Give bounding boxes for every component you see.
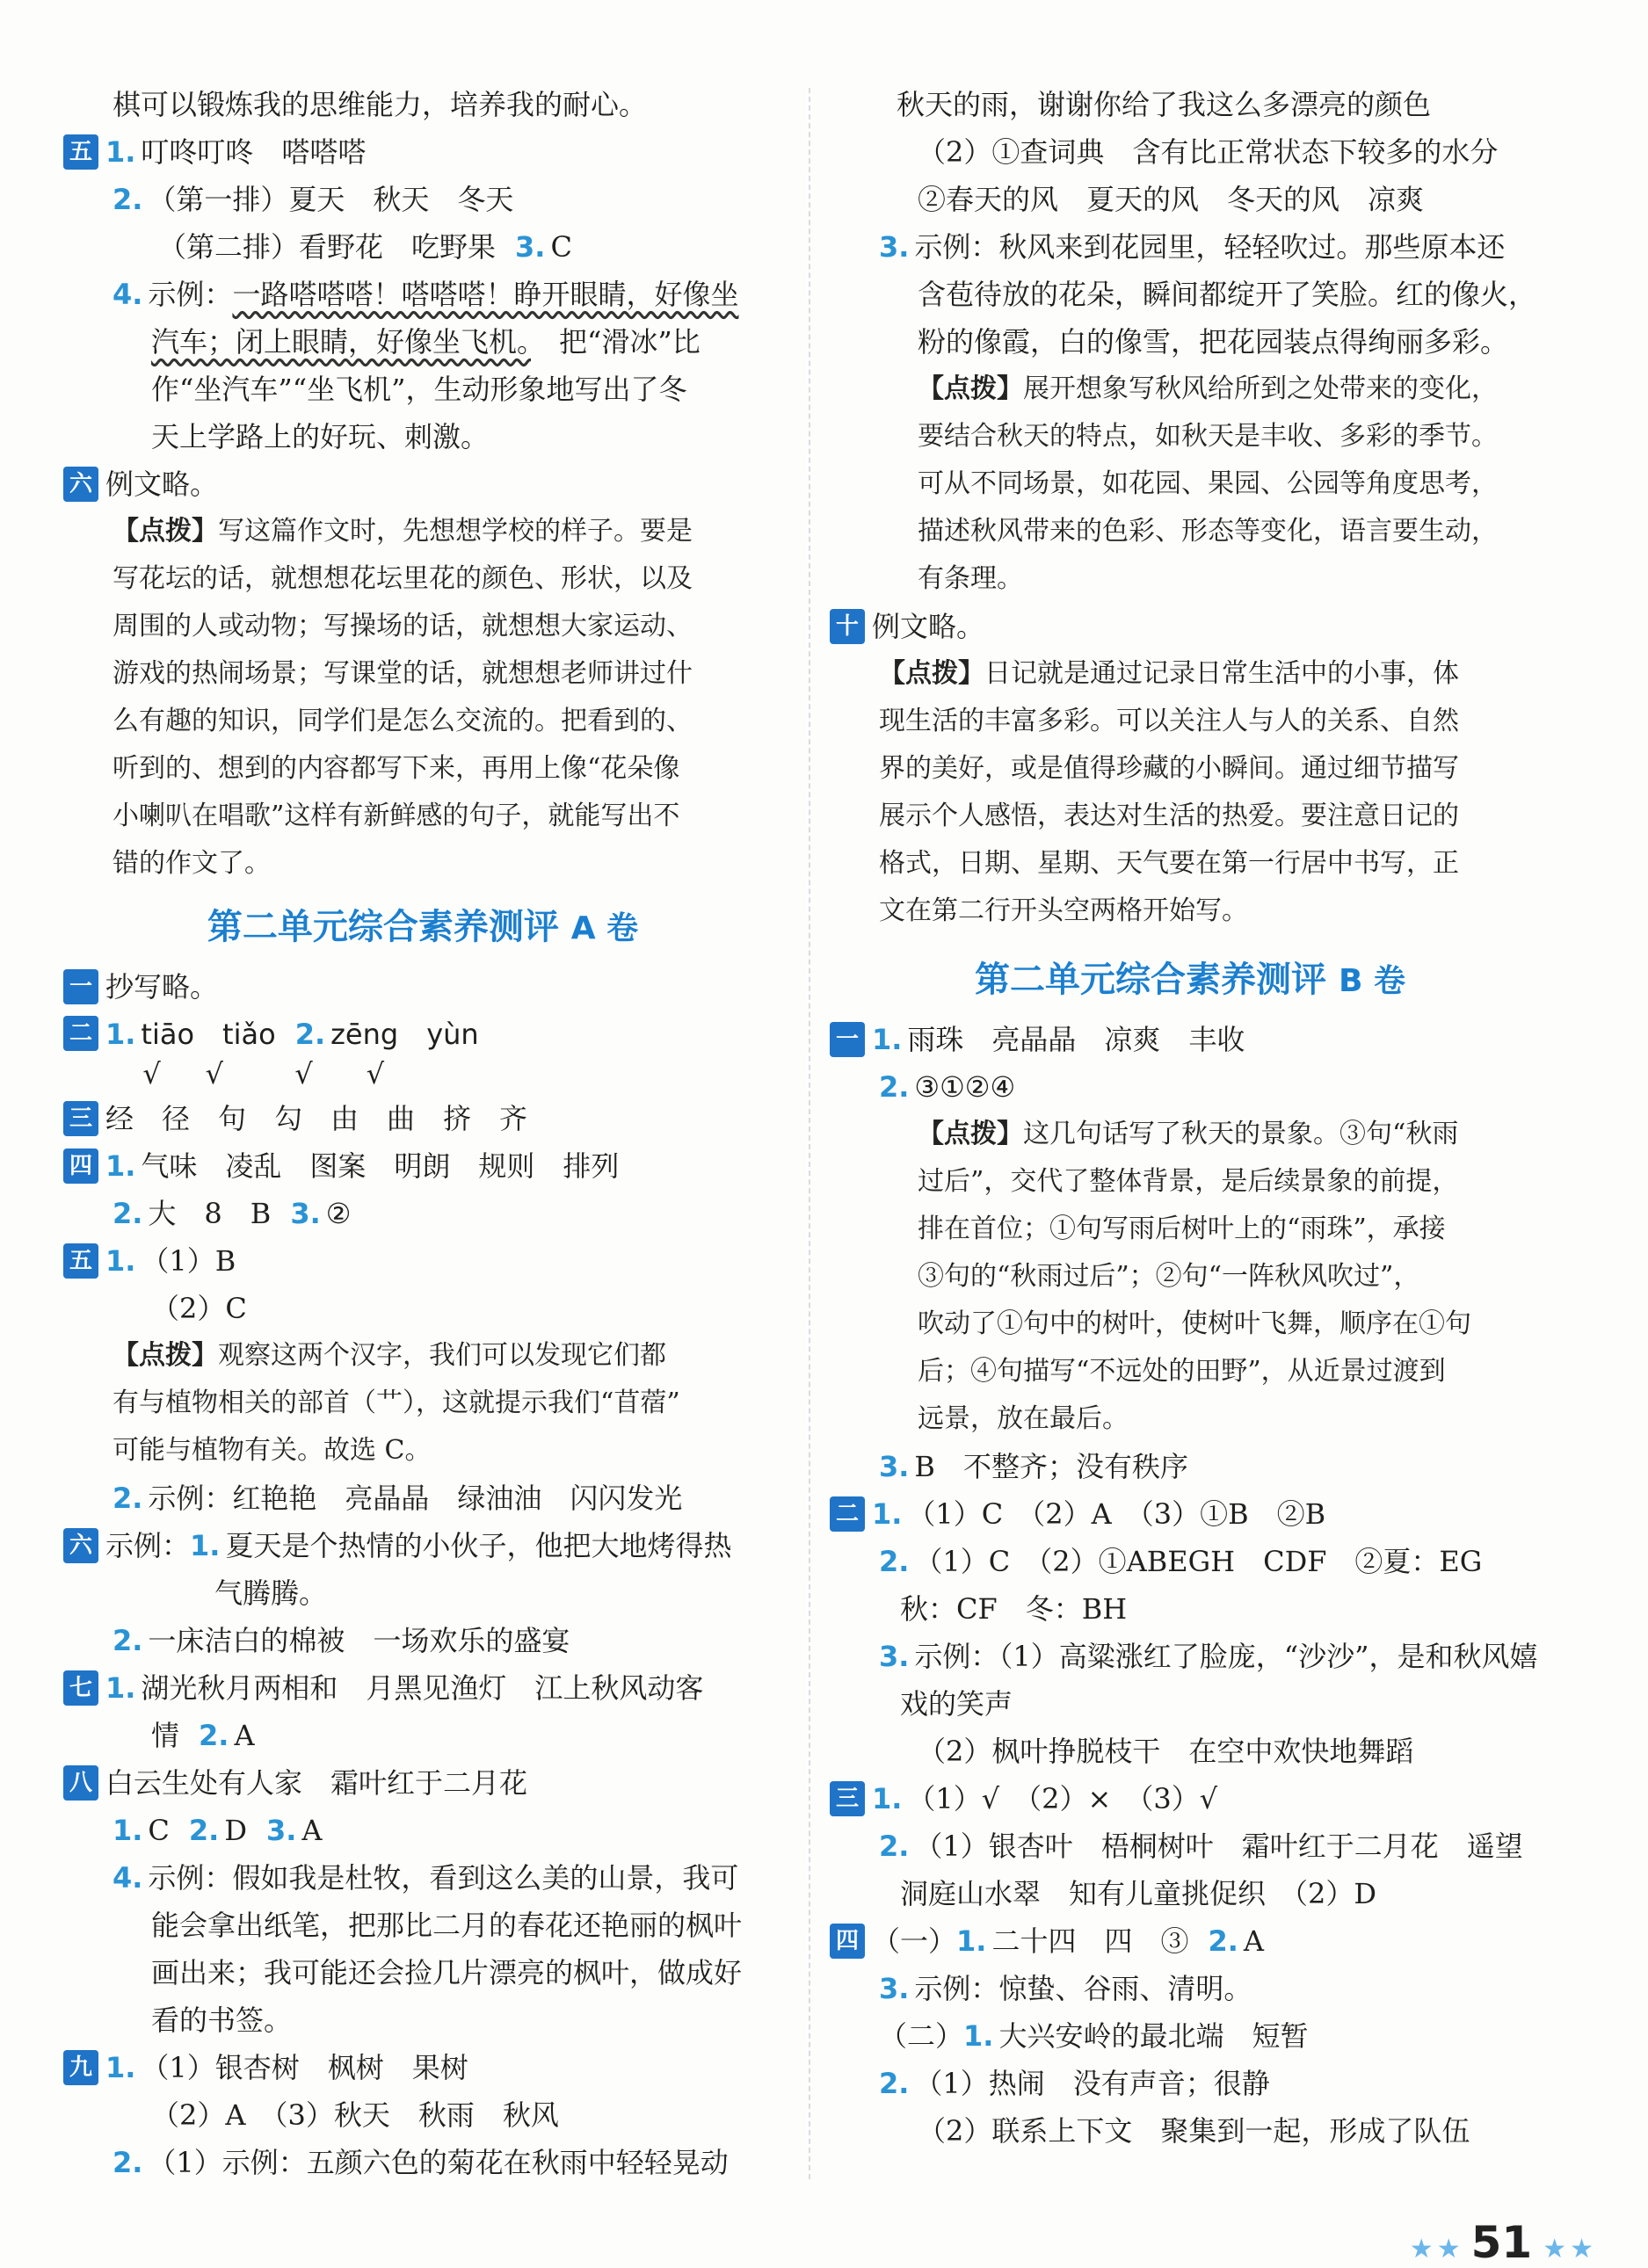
tip-line: 格式，日期、星期、天气要在第一行居中书写，正 [879,848,1459,879]
text-line: 秋天的雨，谢谢你给了我这么多漂亮的颜色 [897,88,1432,121]
answer-line: 1. C 2. D 3. A [113,1814,323,1847]
section-badge: 八 [63,1765,98,1801]
tip-line: 可能与植物有关。故选 C。 [113,1435,432,1466]
tip-line: 【点拨】这几句话写了秋天的景象。③句“秋雨 [918,1119,1459,1149]
tip-line: 要结合秋天的特点，如秋天是丰收、多彩的季节。 [918,421,1498,452]
tip-line: 过后”，交代了整体背景，是后续景象的前提， [918,1166,1459,1197]
answer-line: 汽车；闭上眼睛，好像坐飞机。 把“滑冰”比 [151,325,701,359]
section-badge: 一 [830,1022,865,1057]
answer-line: 4. 示例：一路嗒嗒嗒！嗒嗒嗒！睁开眼睛，好像坐 [113,278,739,311]
tip-line: 吹动了①句中的树叶，使树叶飞舞，顺序在①句 [918,1308,1471,1339]
star-icon: ★ [1543,2234,1567,2264]
answer-line: 天上学路上的好玩、刺激。 [151,420,490,453]
page-number: 51 [1470,2217,1533,2268]
answer-line: 洞庭山水翠 知有儿童挑促织 （2）D [900,1877,1377,1910]
section-badge: 七 [63,1670,98,1706]
answer-line: 2. 一床洁白的棉被 一场欢乐的盛宴 [113,1624,570,1657]
answer-line: 能会拿出纸笔，把那比二月的春花还艳丽的枫叶 [151,1909,743,1942]
answer-line: 4. 示例：假如我是杜牧，看到这么美的山景，我可 [113,1861,739,1895]
tip-line: 远景，放在最后。 [918,1403,1129,1434]
a-section-one: 一 抄写略。 [63,963,782,1011]
answer-line: 3. 示例：（1）高粱涨红了脸庞，“沙沙”，是和秋风嬉 [879,1640,1538,1673]
b-section-one: 一 1. 雨珠 亮晶晶 凉爽 丰收 [830,1016,1550,1063]
section-badge: 二 [830,1496,865,1532]
answer-line: 含苞待放的花朵，瞬间都绽开了笑脸。红的像火， [918,278,1537,311]
section-badge: 四 [830,1924,865,1959]
answer-line: 3. 示例：秋风来到花园里，轻轻吹过。那些原本还 [879,230,1506,264]
answer-line: （2）联系上下文 聚集到一起，形成了队伍 [918,2114,1470,2148]
answer-line: 气腾腾。 [214,1576,328,1610]
tip-line: 【点拨】日记就是通过记录日常生活中的小事，体 [879,658,1459,689]
tip-line: 描述秋风带来的色彩、形态等变化，语言要生动， [918,516,1498,547]
tip-line: 【点拨】观察这两个汉字，我们可以发现它们都 [113,1340,666,1371]
answer-line: 2. （1）C （2）①ABEGH CDF ②夏：EG [879,1545,1483,1578]
answer-line: ②春天的风 夏天的风 冬天的风 凉爽 [918,183,1425,216]
section-title-a: 第二单元综合素养测评 A 卷 [207,907,639,947]
right-column [830,81,1550,2155]
tip-line: 么有趣的知识，同学们是怎么交流的。把看到的、 [113,706,693,736]
answer-line: 看的书签。 [151,2004,293,2037]
star-icon: ★ [1570,2234,1594,2264]
answer-line: 2. ③①②④ [879,1070,1016,1104]
section-title-b: 第二单元综合素养测评 B 卷 [975,960,1405,1000]
section-badge: 九 [63,2050,98,2085]
answer-line: 情 2. A [151,1719,255,1752]
answer-line: 画出来；我可能还会捡几片漂亮的枫叶，做成好 [151,1956,743,1989]
a-section-five: 五 1. （1）B [63,1237,782,1285]
tip-line: ③句的“秋雨过后”；②句“一阵秋风吹过”， [918,1261,1420,1292]
answer-line: 秋：CF 冬：BH [900,1592,1128,1626]
section-badge: 四 [63,1148,98,1184]
a-section-three: 三 经 径 句 勾 由 曲 挤 齐 [63,1095,782,1142]
tip-line: 【点拨】展开想象写秋风给所到之处带来的变化， [918,373,1498,404]
section-badge: 二 [63,1016,98,1051]
tip-line: 听到的、想到的内容都写下来，再用上像“花朵像 [113,753,680,784]
answer-line: （2）C [151,1292,247,1325]
answer-line: 2. 示例：红艳艳 亮晶晶 绿油油 闪闪发光 [113,1482,683,1515]
page-footer [1408,2212,1595,2268]
answer-line: 作“坐汽车”“坐飞机”，生动形象地写出了冬 [151,373,687,406]
answer-line: 2. （1）热闹 没有声音；很静 [879,2067,1270,2100]
tip-line: 错的作文了。 [113,848,271,879]
section-badge: 三 [830,1781,865,1816]
tip-line: 后；④句描写“不远处的田野”，从近景过渡到 [918,1356,1446,1387]
section-badge: 六 [63,1528,98,1563]
answer-line: 3. B 不整齐；没有秩序 [879,1450,1188,1483]
tip-line: 界的美好，或是值得珍藏的小瞬间。通过细节描写 [879,753,1459,784]
section-badge: 五 [63,134,98,170]
section-six: 六 例文略。 [63,460,782,508]
left-column [63,81,782,2186]
answer-line: 2. 大 8 B 3. ② [113,1197,352,1230]
star-icon: ★ [1409,2234,1434,2264]
a-section-seven: 七 1. 湖光秋月两相和 月黑见渔灯 江上秋风动客 [63,1664,782,1712]
a-section-nine: 九 1. （1）银杏树 枫树 果树 [63,2044,782,2091]
section-five: 五 1. 叮咚叮咚 嗒嗒嗒 [63,128,782,176]
tip-line: 【点拨】写这篇作文时，先想想学校的样子。要是 [113,516,693,547]
b-section-three: 三 1. （1）√ （2）× （3）√ [830,1775,1550,1822]
section-badge: 六 [63,467,98,502]
tip-line: 小喇叭在唱歌”这样有新鲜感的句子，就能写出不 [113,801,680,831]
b-section-two: 二 1. （1）C （2）A （3）①B ②B [830,1490,1550,1538]
section-badge: 一 [63,969,98,1004]
section-badge: 五 [63,1243,98,1279]
tip-line: 游戏的热闹场景；写课堂的话，就想想老师讲过什 [113,658,693,689]
answer-line: （二）1. 大兴安岭的最北端 短暂 [879,2019,1309,2053]
column-divider [809,88,810,2179]
answer-line: （2）A （3）秋天 秋雨 秋风 [151,2098,559,2132]
answer-line: 2. （第一排）夏天 秋天 冬天 [113,183,514,216]
tip-line: 排在首位；①句写雨后树叶上的“雨珠”，承接 [918,1214,1446,1244]
answer-line: （2）枫叶挣脱枝干 在空中欢快地舞蹈 [918,1735,1414,1768]
tip-line: 可从不同场景，如花园、果园、公园等角度思考， [918,468,1498,499]
answer-line: 2. （1）示例：五颜六色的菊花在秋雨中轻轻晃动 [113,2146,729,2179]
star-icon: ★ [1436,2234,1461,2264]
a-section-eight: 八 白云生处有人家 霜叶红于二月花 [63,1759,782,1807]
answer-line: 2. （1）银杏叶 梧桐树叶 霜叶红于二月花 遥望 [879,1830,1523,1863]
answer-line: 3. 示例：惊蛰、谷雨、清明。 [879,1972,1252,2005]
answer-line: 戏的笑声 [900,1687,1013,1721]
section-badge: 三 [63,1101,98,1136]
tip-line: 现生活的丰富多彩。可以关注人与人的关系、自然 [879,706,1459,736]
tip-line: 有与植物相关的部首（艹），这就提示我们“苜蓿” [113,1388,680,1418]
tip-line: 展示个人感悟，表达对生活的热爱。要注意日记的 [879,801,1459,831]
tip-line: 有条理。 [918,563,1023,594]
section-badge: 十 [830,609,865,644]
tip-line: 周围的人或动物；写操场的话，就想想大家运动、 [113,611,693,641]
section-ten: 十 例文略。 [830,603,1550,650]
answer-line: 粉的像霞，白的像雪，把花园装点得绚丽多彩。 [918,325,1509,359]
answer-line: （2）①查词典 含有比正常状态下较多的水分 [918,135,1499,169]
b-section-four: 四 （一）1. 二十四 四 ③ 2. A [830,1917,1550,1965]
tip-line: 写花坛的话，就想想花坛里花的颜色、形状，以及 [113,563,693,594]
tip-line: 文在第二行开头空两格开始写。 [879,895,1248,926]
answer-line: （第二排）看野花 吃野果 3. C [158,230,572,264]
a-section-six: 六 示例：1. 夏天是个热情的小伙子，他把大地烤得热 [63,1522,782,1569]
checkmarks: √ √ √ √ [125,1057,385,1091]
text-line: 棋可以锻炼我的思维能力，培养我的耐心。 [113,88,648,121]
a-section-two: 二 1. tiāo tiǎo 2. zēng yùn [63,1011,782,1058]
a-section-four: 四 1. 气味 凌乱 图案 明朗 规则 排列 [63,1142,782,1190]
